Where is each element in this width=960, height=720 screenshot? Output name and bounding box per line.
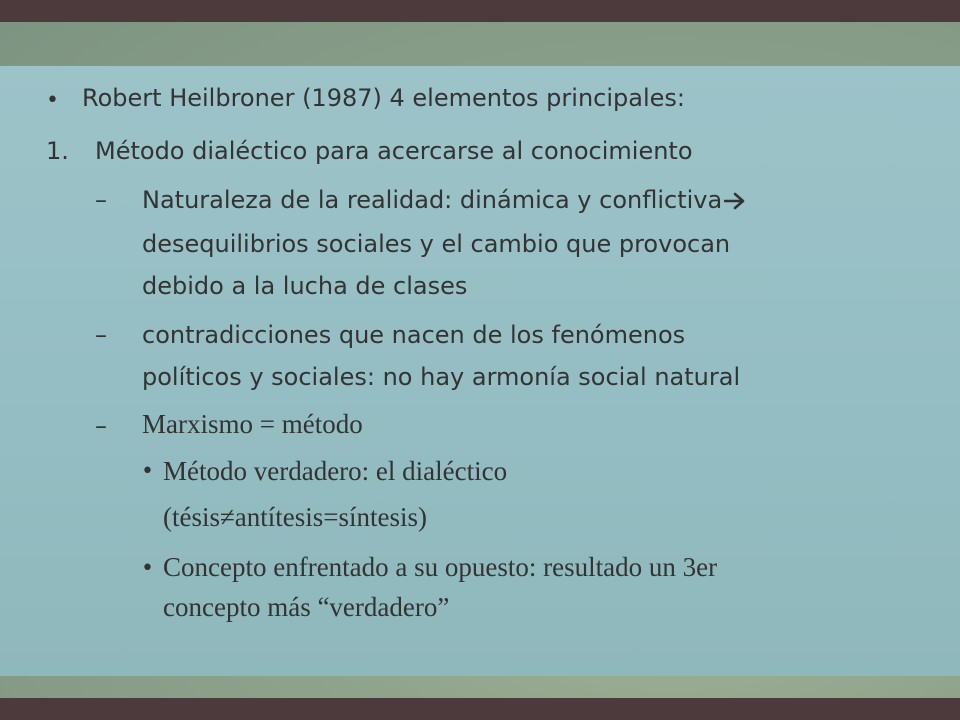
item-text: Método dialéctico para acercarse al conocimiento [95,137,693,165]
sub-bullet-text: concepto más “verdadero” [163,592,450,622]
dash-line [142,186,746,214]
sub-bullet-text: Método verdadero: el dialéctico [163,456,508,486]
dash-text: contradicciones que nacen de los fenómenos [142,321,686,349]
dash-marker: – [95,186,107,214]
sub-bullet-marker: • [141,556,154,581]
bullet-heading: Robert Heilbroner (1987) 4 elementos principales: [82,84,685,112]
item-number: 1. [46,137,69,165]
dash-marker: – [95,321,107,349]
sub-bullet-marker: • [141,459,154,484]
sub-bullet-text: Concepto enfrentado a su opuesto: resultado un 3er [163,552,718,582]
dash-text: Marxismo = método [142,409,363,439]
dash-text: Naturaleza de la realidad: dinámica y conflictiva [142,186,723,214]
right-arrow-icon [724,192,746,210]
dash-marker: – [95,412,107,440]
dash-text: políticos y sociales: no hay armonía social natural [142,363,741,391]
bullet-marker: • [46,88,59,113]
sub-bullet-text: (tésis≠antítesis=síntesis) [163,502,428,532]
dash-text: desequilibrios sociales y el cambio que provocan [142,230,731,258]
dash-text: debido a la lucha de clases [142,272,468,300]
